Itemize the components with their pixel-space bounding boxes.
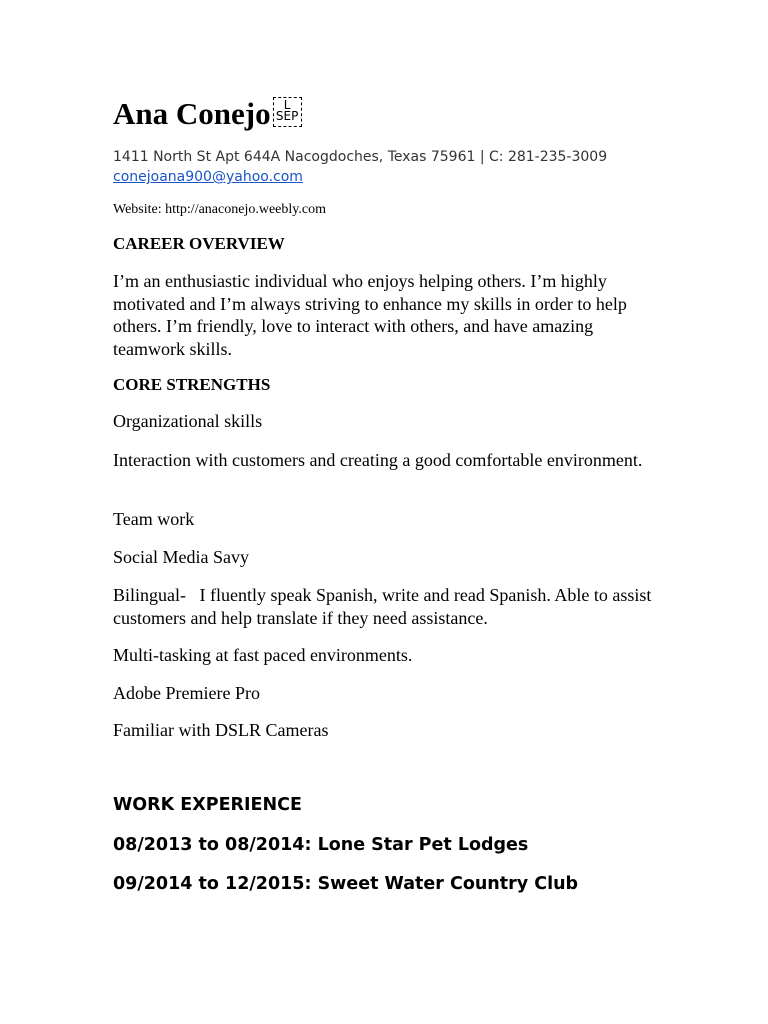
strength-item: Team work <box>113 509 195 529</box>
email-link[interactable]: conejoana900@yahoo.com <box>113 169 303 185</box>
website-line: Website: http://anaconejo.weebly.com <box>113 202 326 217</box>
strength-item: Organizational skills <box>113 411 263 431</box>
job-entry: 08/2013 to 08/2014: Lone Star Pet Lodges <box>113 835 529 855</box>
separator-glyph-box <box>273 97 302 127</box>
strength-item: Familiar with DSLR Cameras <box>113 720 329 740</box>
separator-glyph-bottom: SEP <box>275 109 299 123</box>
name-row <box>113 95 302 133</box>
separator-glyph-top: L <box>283 98 291 112</box>
address-line: 1411 North St Apt 644A Nacogdoches, Texas 75961 | C: 281-235-3009 <box>113 149 608 165</box>
contact-block <box>113 147 607 187</box>
strength-item: Bilingual- I fluently speak Spanish, write and read Spanish. Able to assist customers and help translate if they need assistance. <box>113 585 656 628</box>
core-strengths-heading: CORE STRENGTHS <box>113 375 271 394</box>
applicant-name: Ana Conejo <box>113 96 271 131</box>
strength-item: Multi-tasking at fast paced environments. <box>113 645 413 665</box>
strength-item: Adobe Premiere Pro <box>113 683 260 703</box>
career-overview-text: I’m an enthusiastic individual who enjoys helping others. I’m highly motivated and I’m always striving to enhance my skills in order to help others. I’m friendly, love to interact with others, and have amazing teamwork skills. <box>113 271 627 359</box>
work-experience-heading: WORK EXPERIENCE <box>113 795 302 815</box>
strength-item: Interaction with customers and creating a good comfortable environment. <box>113 450 643 470</box>
career-overview-heading: CAREER OVERVIEW <box>113 234 285 253</box>
job-entry: 09/2014 to 12/2015: Sweet Water Country Club <box>113 874 579 894</box>
strength-item: Social Media Savy <box>113 547 249 567</box>
